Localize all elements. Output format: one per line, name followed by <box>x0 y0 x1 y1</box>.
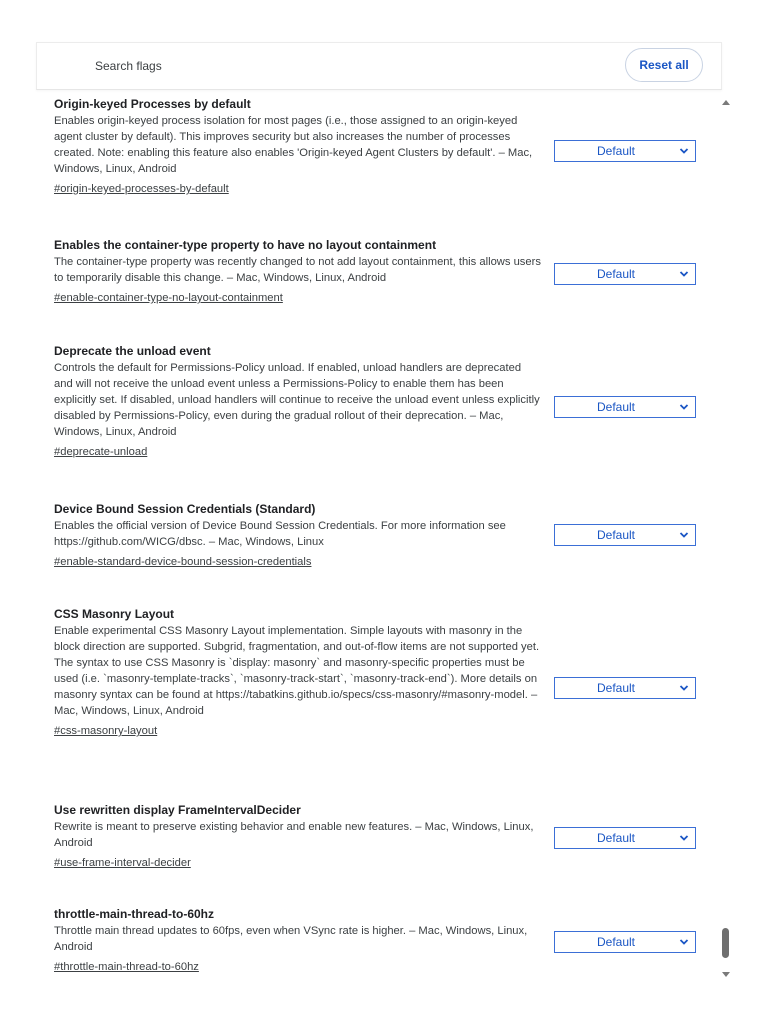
flag-title: Use rewritten display FrameIntervalDecider <box>54 803 301 817</box>
flag-state-select[interactable] <box>554 396 696 418</box>
flag-state-value: Default <box>596 831 636 845</box>
flag-container-type-no-layout-containment <box>54 237 714 305</box>
flag-use-frame-interval-decider <box>54 802 714 870</box>
chevron-down-icon <box>679 402 689 412</box>
flag-title: Device Bound Session Credentials (Standard) <box>54 502 316 516</box>
flag-description: Throttle main thread updates to 60fps, even when VSync rate is higher. – Mac, Windows, Linux, Android <box>54 925 528 953</box>
chevron-down-icon <box>679 269 689 279</box>
flag-title: Enables the container-type property to have no layout containment <box>54 238 437 252</box>
flags-list <box>54 96 714 990</box>
flag-device-bound-session-credentials <box>54 501 714 569</box>
flag-state-select[interactable] <box>554 140 696 162</box>
chevron-down-icon <box>679 833 689 843</box>
flag-permalink[interactable]: #use-frame-interval-decider <box>54 857 191 869</box>
flag-state-value: Default <box>596 681 636 695</box>
flag-permalink[interactable]: #origin-keyed-processes-by-default <box>54 183 229 195</box>
search-input[interactable] <box>95 55 515 77</box>
flag-description: The container-type property was recently changed to not add layout containment, this allows users to temporarily disable this change. – Mac, Windows, Linux, Android <box>54 256 541 284</box>
flag-description: Enables the official version of Device Bound Session Credentials. For more information see https://github.com/WICG/dbsc. – Mac, Windows, Linux <box>54 520 506 548</box>
flag-description: Rewrite is meant to preserve existing behavior and enable new features. – Mac, Windows, Linux, Android <box>54 821 534 849</box>
flag-state-value: Default <box>596 267 636 281</box>
flag-state-select[interactable] <box>554 677 696 699</box>
chevron-down-icon <box>679 530 689 540</box>
flag-state-value: Default <box>596 528 636 542</box>
flag-state-select[interactable] <box>554 827 696 849</box>
flag-state-value: Default <box>596 935 636 949</box>
chevron-down-icon <box>679 937 689 947</box>
flag-css-masonry-layout <box>54 606 714 738</box>
flag-title: Origin-keyed Processes by default <box>54 97 251 111</box>
flag-permalink[interactable]: #enable-standard-device-bound-session-credentials <box>54 556 312 568</box>
scroll-down-arrow-icon[interactable] <box>722 972 730 977</box>
scroll-up-arrow-icon[interactable] <box>722 100 730 105</box>
flag-state-value: Default <box>596 400 636 414</box>
flag-title: throttle-main-thread-to-60hz <box>54 907 214 921</box>
search-header <box>36 42 722 90</box>
flag-state-select[interactable] <box>554 524 696 546</box>
flag-description: Enables origin-keyed process isolation for most pages (i.e., those assigned to an origin-keyed agent cluster by default). This improves security but also increases the number of processes created. Note: enabling this feature also enables 'Origin-keyed Agent Clusters by default'. – Mac, Windows, Linux, Android <box>54 115 533 175</box>
chevron-down-icon <box>679 683 689 693</box>
flag-permalink[interactable]: #enable-container-type-no-layout-containment <box>54 292 283 304</box>
chevron-down-icon <box>679 146 689 156</box>
flag-permalink[interactable]: #css-masonry-layout <box>54 725 158 737</box>
flag-state-value: Default <box>596 144 636 158</box>
scrollbar-thumb[interactable] <box>722 928 729 958</box>
vertical-scrollbar[interactable] <box>718 96 734 986</box>
flag-permalink[interactable]: #deprecate-unload <box>54 446 148 458</box>
flag-title: CSS Masonry Layout <box>54 607 175 621</box>
flag-state-select[interactable] <box>554 931 696 953</box>
flag-description: Enable experimental CSS Masonry Layout implementation. Simple layouts with masonry in the block direction are supported. Subgrid, fragmentation, and out-of-flow items are not supported yet. The syntax to use CSS Masonry is `display: masonry` and masonry-specific properties must be used (i.e. `masonry-template-tracks`, `masonry-track-start`, `masonry-track-end`). More details on masonry syntax can be found at https://tabatkins.github.io/specs/css-masonry/#masonry-model. – Mac, Windows, Linux, Android <box>54 625 540 717</box>
flag-title: Deprecate the unload event <box>54 344 211 358</box>
flag-description: Controls the default for Permissions-Policy unload. If enabled, unload handlers are deprecated and will not receive the unload event unless a Permissions-Policy to enable them has been explicitly set. If disabled, unload handlers will continue to receive the unload event unless explicitly disabled by Permissions-Policy, even during the gradual rollout of their deprecation. – Mac, Windows, Linux, Android <box>54 362 540 438</box>
reset-all-button[interactable]: Reset all <box>625 48 703 82</box>
flag-throttle-main-thread-to-60hz <box>54 906 714 974</box>
flag-state-select[interactable] <box>554 263 696 285</box>
flag-permalink[interactable]: #throttle-main-thread-to-60hz <box>54 961 199 973</box>
flag-origin-keyed-processes <box>54 96 714 196</box>
flag-deprecate-unload <box>54 343 714 459</box>
